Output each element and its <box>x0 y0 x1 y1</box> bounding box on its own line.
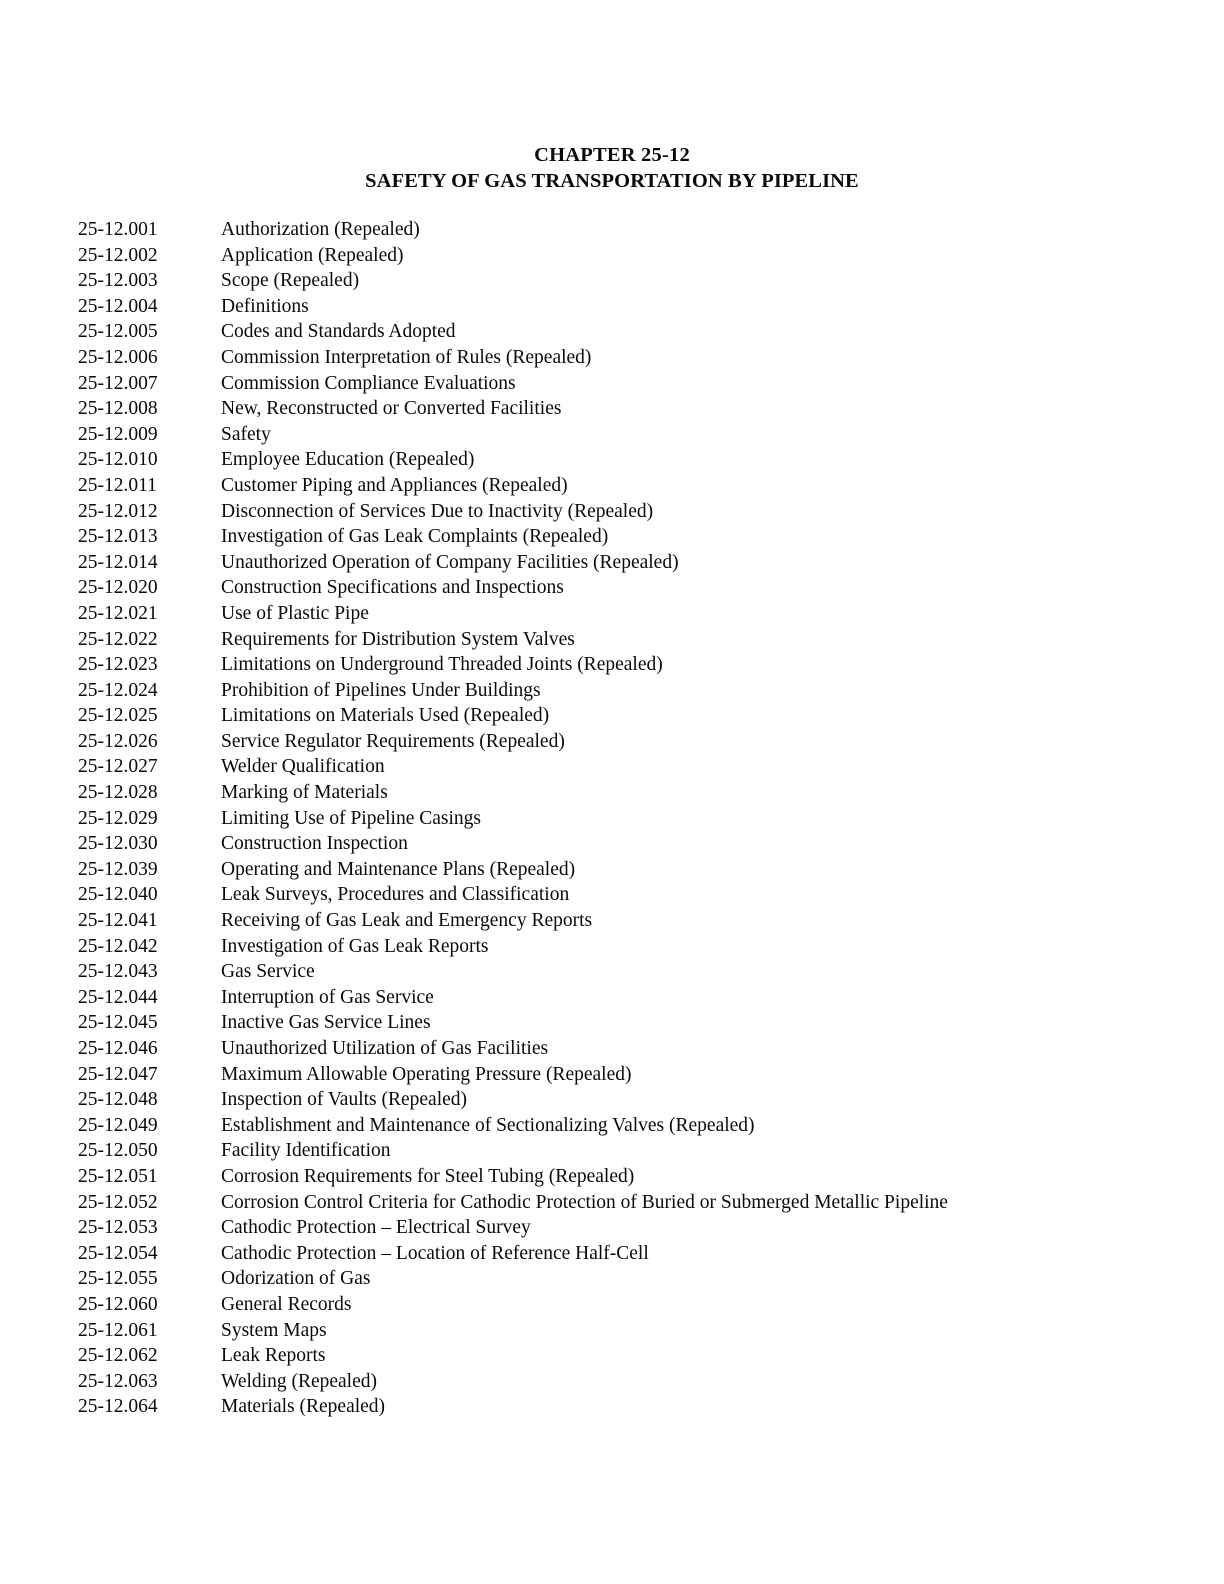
toc-rule-number: 25-12.052 <box>78 1191 158 1213</box>
toc-rule-number: 25-12.039 <box>78 858 158 880</box>
toc-row <box>78 780 1138 806</box>
toc-rule-number: 25-12.012 <box>78 500 158 522</box>
toc-rule-number: 25-12.004 <box>78 295 158 317</box>
toc-row <box>78 754 1138 780</box>
toc-rule-title: Service Regulator Requirements (Repealed) <box>221 730 565 752</box>
toc-rule-number: 25-12.063 <box>78 1370 158 1392</box>
toc-rule-number: 25-12.001 <box>78 219 158 240</box>
chapter-subtitle: SAFETY OF GAS TRANSPORTATION BY PIPELINE <box>365 169 859 192</box>
toc-rule-number: 25-12.027 <box>78 756 158 778</box>
toc-rule-number: 25-12.054 <box>78 1242 158 1264</box>
toc-row <box>78 294 1138 320</box>
toc-row <box>78 1062 1138 1088</box>
toc-rule-title: Inactive Gas Service Lines <box>221 1012 431 1034</box>
toc-rule-title: Marking of Materials <box>221 782 388 804</box>
toc-rule-number: 25-12.044 <box>78 986 158 1008</box>
toc-rule-title: Investigation of Gas Leak Reports <box>221 935 489 957</box>
toc-rule-title: Interruption of Gas Service <box>221 986 434 1008</box>
toc-rule-title: Cathodic Protection – Location of Reference Half-Cell <box>221 1242 649 1264</box>
toc-row <box>78 959 1138 985</box>
toc-row <box>78 1215 1138 1241</box>
toc-row <box>78 268 1138 294</box>
toc-rule-title: Commission Compliance Evaluations <box>221 372 516 394</box>
toc-rule-number: 25-12.045 <box>78 1012 158 1034</box>
toc-rule-title: Customer Piping and Appliances (Repealed) <box>221 474 568 496</box>
toc-rule-number: 25-12.030 <box>78 833 158 855</box>
toc-rule-number: 25-12.064 <box>78 1396 158 1418</box>
toc-row <box>78 1318 1138 1344</box>
toc-rule-title: New, Reconstructed or Converted Facilities <box>221 398 562 420</box>
toc-rule-title: Leak Surveys, Procedures and Classification <box>221 884 570 906</box>
toc-rule-number: 25-12.046 <box>78 1038 158 1059</box>
toc-row <box>78 371 1138 397</box>
toc-rule-title: Authorization (Repealed) <box>221 219 420 240</box>
toc-row <box>78 857 1138 883</box>
toc-rule-title: Materials (Repealed) <box>221 1396 386 1418</box>
toc-rule-number: 25-12.013 <box>78 526 158 548</box>
toc-row <box>78 806 1138 832</box>
chapter-title: CHAPTER 25-12 <box>534 144 690 166</box>
toc-rule-number: 25-12.022 <box>78 628 158 650</box>
toc-rule-title: Welder Qualification <box>221 756 385 778</box>
toc-rule-number: 25-12.047 <box>78 1063 158 1085</box>
toc-rule-number: 25-12.062 <box>78 1345 158 1367</box>
toc-rule-title: Cathodic Protection – Electrical Survey <box>221 1217 531 1239</box>
toc-rule-number: 25-12.061 <box>78 1319 158 1341</box>
toc-rule-title: Unauthorized Operation of Company Facilities (Repealed) <box>221 551 679 573</box>
toc-row <box>78 908 1138 934</box>
toc-row <box>78 1190 1138 1216</box>
toc-rule-title: Disconnection of Services Due to Inactivity (Repealed) <box>221 500 654 522</box>
toc-rule-title: Welding (Repealed) <box>221 1370 377 1392</box>
toc-row <box>78 243 1138 269</box>
toc-rule-title: Odorization of Gas <box>221 1268 371 1290</box>
toc-rule-title: System Maps <box>221 1319 327 1341</box>
toc-rule-title: Limiting Use of Pipeline Casings <box>221 807 481 829</box>
toc-rule-number: 25-12.048 <box>78 1089 158 1111</box>
toc-rule-title: Scope (Repealed) <box>221 270 360 292</box>
toc-rule-title: Unauthorized Utilization of Gas Facilities <box>221 1038 549 1059</box>
table-of-contents <box>78 217 1138 1420</box>
toc-row <box>78 447 1138 473</box>
toc-rule-number: 25-12.028 <box>78 782 158 804</box>
toc-rule-title: Construction Specifications and Inspections <box>221 577 564 599</box>
toc-rule-number: 25-12.050 <box>78 1140 158 1162</box>
toc-rule-number: 25-12.010 <box>78 449 158 471</box>
toc-row <box>78 1394 1138 1420</box>
toc-rule-number: 25-12.041 <box>78 910 158 932</box>
toc-rule-number: 25-12.005 <box>78 321 158 343</box>
toc-rule-number: 25-12.049 <box>78 1114 158 1136</box>
toc-rule-title: Corrosion Requirements for Steel Tubing (Repealed) <box>221 1165 635 1187</box>
toc-rule-title: Requirements for Distribution System Valves <box>221 628 575 650</box>
toc-rule-title: General Records <box>221 1293 352 1315</box>
toc-rule-title: Receiving of Gas Leak and Emergency Reports <box>221 910 593 932</box>
toc-row <box>78 601 1138 627</box>
page-heading <box>0 143 1224 194</box>
toc-row <box>78 1113 1138 1139</box>
toc-rule-title: Operating and Maintenance Plans (Repealed) <box>221 858 576 880</box>
toc-rule-number: 25-12.007 <box>78 372 158 394</box>
toc-rule-title: Definitions <box>221 295 309 317</box>
toc-rule-title: Investigation of Gas Leak Complaints (Repealed) <box>221 526 609 548</box>
toc-rule-title: Safety <box>221 423 271 445</box>
toc-row <box>78 934 1138 960</box>
toc-row <box>78 319 1138 345</box>
toc-row <box>78 499 1138 525</box>
toc-rule-title: Gas Service <box>221 961 315 983</box>
toc-rule-number: 25-12.014 <box>78 551 158 573</box>
toc-row <box>78 1292 1138 1318</box>
toc-rule-title: Construction Inspection <box>221 833 408 855</box>
toc-rule-title: Inspection of Vaults (Repealed) <box>221 1089 468 1111</box>
toc-row <box>78 575 1138 601</box>
toc-rule-title: Corrosion Control Criteria for Cathodic Protection of Buried or Submerged Metallic Pipeline <box>221 1191 948 1213</box>
toc-row <box>78 473 1138 499</box>
toc-rule-number: 25-12.020 <box>78 577 158 599</box>
toc-rule-number: 25-12.042 <box>78 935 158 957</box>
toc-rule-title: Facility Identification <box>221 1140 391 1162</box>
toc-row <box>78 729 1138 755</box>
toc-row <box>78 882 1138 908</box>
toc-rule-title: Use of Plastic Pipe <box>221 602 369 624</box>
toc-row <box>78 1087 1138 1113</box>
toc-row <box>78 1369 1138 1395</box>
toc-row <box>78 652 1138 678</box>
toc-row <box>78 678 1138 704</box>
toc-rule-title: Limitations on Materials Used (Repealed) <box>221 705 550 727</box>
toc-row <box>78 1036 1138 1062</box>
toc-rule-number: 25-12.029 <box>78 807 158 829</box>
toc-rule-number: 25-12.040 <box>78 884 158 906</box>
toc-row <box>78 524 1138 550</box>
toc-rule-number: 25-12.008 <box>78 398 158 420</box>
toc-row <box>78 1164 1138 1190</box>
toc-row <box>78 1266 1138 1292</box>
toc-row <box>78 1241 1138 1267</box>
toc-row <box>78 396 1138 422</box>
toc-row <box>78 1138 1138 1164</box>
toc-rule-title: Employee Education (Repealed) <box>221 449 475 471</box>
toc-row <box>78 831 1138 857</box>
toc-rule-number: 25-12.021 <box>78 602 158 624</box>
toc-rule-title: Prohibition of Pipelines Under Buildings <box>221 679 541 701</box>
toc-rule-number: 25-12.006 <box>78 346 158 368</box>
toc-row <box>78 1010 1138 1036</box>
toc-rule-number: 25-12.053 <box>78 1217 158 1239</box>
toc-rule-number: 25-12.024 <box>78 679 158 701</box>
toc-row <box>78 627 1138 653</box>
toc-rule-number: 25-12.055 <box>78 1268 158 1290</box>
toc-rule-number: 25-12.043 <box>78 961 158 983</box>
toc-rule-title: Establishment and Maintenance of Sectionalizing Valves (Repealed) <box>221 1114 755 1136</box>
toc-rule-number: 25-12.060 <box>78 1293 158 1315</box>
toc-row <box>78 1343 1138 1369</box>
toc-rule-title: Commission Interpretation of Rules (Repealed) <box>221 346 592 368</box>
toc-rule-number: 25-12.011 <box>78 474 157 496</box>
toc-row <box>78 345 1138 371</box>
toc-rule-number: 25-12.051 <box>78 1165 158 1187</box>
toc-rule-title: Application (Repealed) <box>221 244 404 266</box>
toc-rule-number: 25-12.026 <box>78 730 158 752</box>
toc-row <box>78 985 1138 1011</box>
toc-row <box>78 217 1138 243</box>
toc-rule-title: Leak Reports <box>221 1345 326 1367</box>
toc-rule-number: 25-12.009 <box>78 423 158 445</box>
toc-rule-number: 25-12.003 <box>78 270 158 292</box>
toc-rule-number: 25-12.023 <box>78 654 158 676</box>
toc-rule-title: Codes and Standards Adopted <box>221 321 456 343</box>
toc-row <box>78 550 1138 576</box>
toc-row <box>78 422 1138 448</box>
toc-rule-number: 25-12.025 <box>78 705 158 727</box>
toc-row <box>78 703 1138 729</box>
toc-rule-number: 25-12.002 <box>78 244 158 266</box>
toc-rule-title: Maximum Allowable Operating Pressure (Repealed) <box>221 1063 632 1085</box>
toc-rule-title: Limitations on Underground Threaded Joints (Repealed) <box>221 654 663 676</box>
